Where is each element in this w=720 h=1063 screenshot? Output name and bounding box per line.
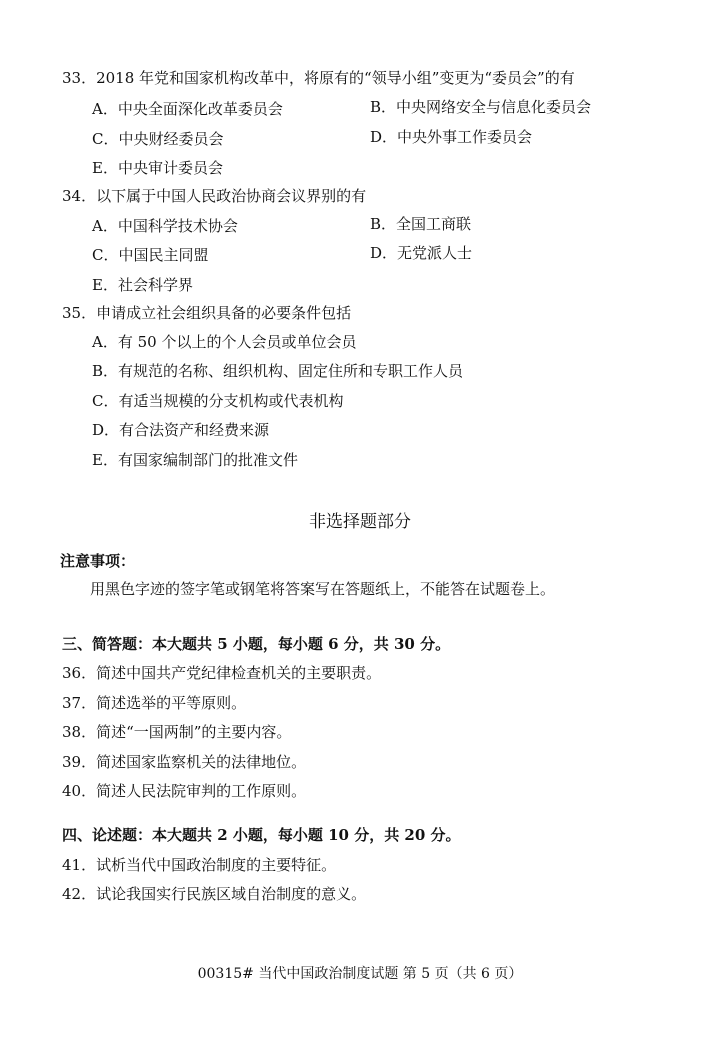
part-3-heading: 三、简答题：本大题共 5 小题，每小题 6 分，共 30 分。: [62, 635, 451, 653]
question-36: 36．简述中国共产党纪律检查机关的主要职责。: [62, 664, 382, 682]
question-35-option-c: C．有适当规模的分支机构或代表机构: [92, 392, 344, 410]
notice-heading: 注意事项：: [60, 552, 136, 570]
question-34-option-a: A．中国科学技术协会: [92, 217, 238, 235]
question-34-option-c: C．中国民主同盟: [92, 246, 209, 264]
question-35-option-a: A．有 50 个以上的个人会员或单位会员: [92, 333, 357, 351]
question-42: 42．试论我国实行民族区域自治制度的意义。: [62, 885, 367, 903]
section-title: 非选择题部分: [309, 512, 411, 532]
question-33-option-a: A．中央全面深化改革委员会: [92, 100, 283, 118]
question-35-option-d: D．有合法资产和经费来源: [92, 421, 270, 439]
notice-text: 用黑色字迹的签字笔或钢笔将答案写在答题纸上，不能答在试题卷上。: [90, 580, 556, 598]
question-33-option-d: D．中央外事工作委员会: [370, 128, 533, 146]
question-34-stem: 34．以下属于中国人民政治协商会议界别的有: [62, 187, 367, 205]
question-35-option-b: B．有规范的名称、组织机构、固定住所和专职工作人员: [92, 362, 464, 380]
question-39: 39．简述国家监察机关的法律地位。: [62, 753, 307, 771]
question-35-stem: 35．申请成立社会组织具备的必要条件包括: [62, 304, 352, 322]
question-38: 38．简述“一国两制”的主要内容。: [62, 723, 292, 741]
question-34-option-d: D．无党派人士: [370, 244, 473, 262]
page-footer: 00315# 当代中国政治制度试题 第 5 页（共 6 页）: [197, 966, 523, 982]
part-4-heading: 四、论述题：本大题共 2 小题，每小题 10 分，共 20 分。: [62, 826, 461, 844]
question-41: 41．试析当代中国政治制度的主要特征。: [62, 856, 337, 874]
question-33-stem: 33．2018 年党和国家机构改革中，将原有的“领导小组”变更为“委员会”的有: [62, 69, 575, 87]
question-37: 37．简述选举的平等原则。: [62, 694, 247, 712]
question-33-option-c: C．中央财经委员会: [92, 130, 224, 148]
question-40: 40．简述人民法院审判的工作原则。: [62, 782, 307, 800]
question-35-option-e: E．有国家编制部门的批准文件: [92, 451, 298, 469]
question-34-option-b: B．全国工商联: [370, 215, 472, 233]
question-33-option-b: B．中央网络安全与信息化委员会: [370, 98, 592, 116]
question-33-option-e: E．中央审计委员会: [92, 159, 223, 177]
question-34-option-e: E．社会科学界: [92, 276, 193, 294]
